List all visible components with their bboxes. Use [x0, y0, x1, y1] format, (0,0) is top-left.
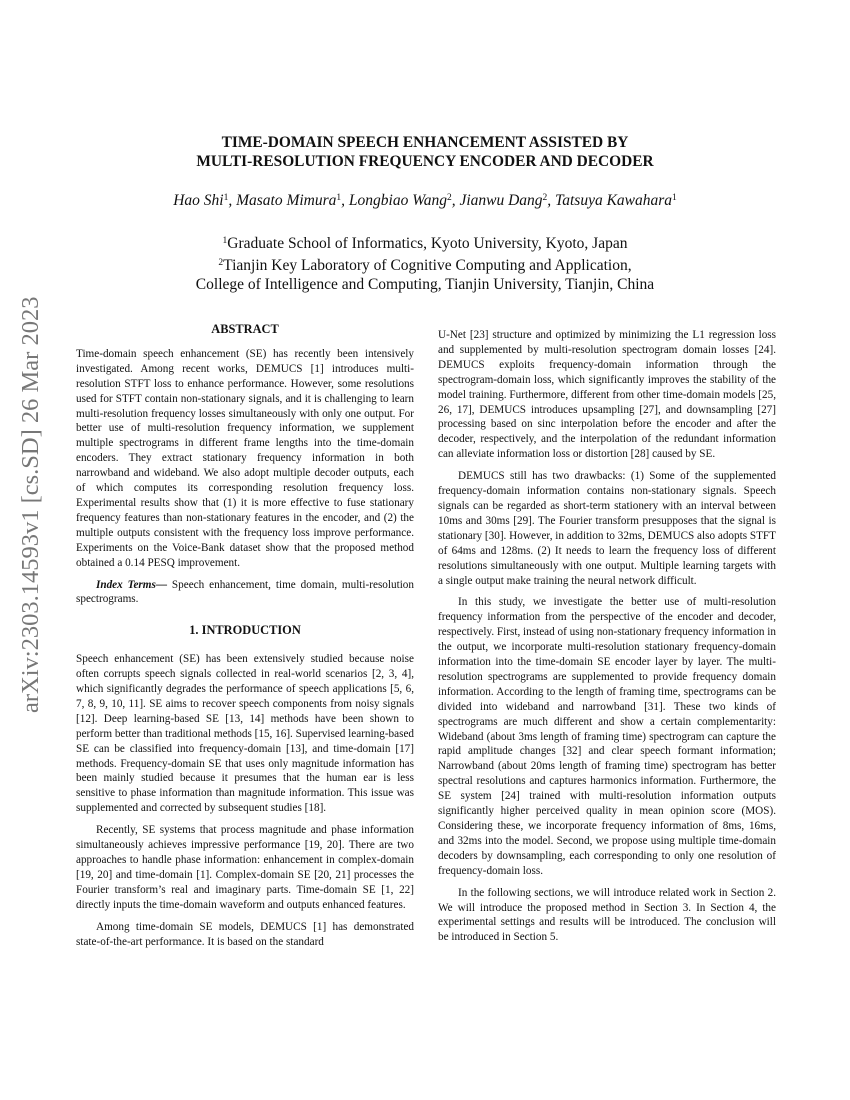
abstract-heading: ABSTRACT — [211, 322, 279, 336]
author-name: Jianwu Dang — [459, 192, 543, 209]
intro-paragraph: Among time-domain SE models, DEMUCS [1] has demonstrated state-of-the-art performance. It is based on the standard — [76, 920, 414, 948]
author-name: Tatsuya Kawahara — [555, 192, 673, 209]
author-name: Masato Mimura — [236, 192, 337, 209]
left-column — [76, 322, 414, 956]
intro-paragraph: U-Net [23] structure and optimized by minimizing the L1 regression loss and supplemented by multi-resolution spectrogram domain losses [24]. DEMUCS exploits frequency-domain information through the spectrogram-domain loss, which significantly improves the stability of the model training. Furthermore, different from other time-domain models [25, 26, 17], DEMUCS introduces upsampling [27], and downsampling [27] processing based on sinc interpolation before the encoder and after the decoder, respectively, and the interpolation of the redundant information can alleviate information loss or distortion [28] caused by SE. — [438, 329, 776, 461]
index-terms — [76, 578, 414, 608]
intro-paragraph: In this study, we investigate the better use of multi-resolution frequency information from the perspective of the encoder and decoder, respectively. First, instead of using non-stationary frequency information in the output, we incorporate multi-resolution stationary frequency-domain information into the time-domain SE encoder layer by layer. The multi-resolution spectrograms are supplemented to provide frequency domain information. According to the length of framing time, spectrograms can be divided into wideband and narrowband [31]. These two kinds of spectrograms are much different and show a certain complementarity: Wideband (about 3ms length of framing time) spectrogram can capture the rapid amplitude changes [32] and clear speech formant information; Narrowband (about 20ms length of framing time) spectrogram has better spectral resolutions and captures harmonics information. Furthermore, the SE system [24] trained with multi-resolution information outputs significantly higher perceived quality in mean opinion score (MOS). Considering these, we incorporate frequency information of 8ms, 16ms, and 32ms into the model. Second, we propose using multiple time-domain decoders by downsampling, each corresponding to only one resolution of frequency-domain loss. — [438, 596, 776, 877]
affil-mark: 2 — [218, 257, 224, 268]
author-affil-mark: 2 — [542, 193, 548, 203]
intro-heading: 1. INTRODUCTION — [189, 623, 301, 638]
abstract-text: Time-domain speech enhancement (SE) has recently been intensively investigated. Among recent works, DEMUCS [1] introduces multi-resolution STFT loss to enhance performance. However, some resolutions used for STFT contain non-stationary signals, and it is challenging to learn multi-resolution frequency losses simultaneously with only one output. For better use of multi-resolution frequency information, we supplement multiple spectrograms in different frame lengths into the time-domain encoders. They extract stationary frequency information in both narrowband and wideband. We also adopt multiple decoder outputs, each of which computes its corresponding resolution frequency loss. Experimental results show that (1) it is more effective to fuse stationary frequency features than non-stationary features in the encoder, and (2) the multiple outputs consistent with the frequency loss improve performance. Experiments on the Voice-Bank dataset show that the proposed method obtained a 0.14 PESQ improvement. — [76, 347, 414, 569]
affiliations — [110, 232, 740, 295]
author-affil-mark: 1 — [223, 193, 229, 203]
intro-paragraph: Speech enhancement (SE) has been extensively studied because noise often corrupts speech signals collected in real-world scenarios [2, 3, 4], which significantly degrades the performance of speech applications [5, 6, 7, 8, 9, 10, 11]. SE aims to recover speech components from noisy signals [12]. Deep learning-based SE [13, 14] methods have been shown to perform better than traditional methods [15, 16]. Supervised learning-based SE can be classified into frequency-domain [13], and time-domain [17] methods. Frequency-domain SE that uses only magnitude information has been mainly studied because it presumes that the human ear is less sensitive to phase information than magnitude information. This issue was supplemented and corrected by subsequent studies [18]. — [76, 653, 415, 815]
author-affil-mark: 2 — [446, 193, 452, 203]
title-line-2: MULTI-RESOLUTION FREQUENCY ENCODER AND DECODER — [196, 153, 654, 170]
author-affil-mark: 1 — [672, 193, 677, 203]
author-affil-mark: 1 — [336, 193, 342, 203]
affiliation-2 — [110, 254, 740, 276]
paper-title — [110, 133, 740, 171]
intro-paragraph: Recently, SE systems that process magnitude and phase information simultaneously achieves impressive performance [19, 20]. There are two approaches to handle phase information: enhancement in complex-domain [19, 20] and time-domain [1]. Complex-domain SE [20, 21] processes the Fourier transform’s real and imaginary parts. Time-domain SE [1, 22] directly inputs the time-domain waveform and outputs enhanced features. — [76, 824, 414, 911]
index-terms-label: Index Terms— — [96, 578, 168, 591]
affiliation-text: Graduate School of Informatics, Kyoto University, Kyoto, Japan — [227, 235, 628, 252]
author-list: Hao Shi$^1$, Masato Mimura$^1$, Longbiao Wang$^2$, Jianwu Dang$^2$, Tatsuya Kawahara$^1$ — [173, 192, 677, 209]
affiliation-text: Tianjin Key Laboratory of Cognitive Computing and Application, — [223, 256, 632, 274]
affil-mark: 1 — [222, 236, 228, 246]
affiliation-1 — [110, 232, 740, 254]
index-terms-text: Speech enhancement, time domain, multi-resolution spectrograms. — [76, 578, 414, 606]
author-name: Hao Shi — [173, 192, 224, 209]
intro-paragraph: DEMUCS still has two drawbacks: (1) Some of the supplemented frequency-domain information contains non-stationary signals. Speech signals can be regarded as short-term stationery with an interval between 10ms and 30ms [29]. The Fourier transform presupposes that the signal is stationary [30]. However, in addition to 32ms, DEMUCS also adopts STFT of 64ms and 128ms. (2) It needs to learn the frequency loss of different resolutions simultaneously with one output. Multiple learning targets with a single output make training the neural network difficult. — [438, 470, 776, 587]
affiliation-3: College of Intelligence and Computing, Tianjin University, Tianjin, China — [195, 276, 655, 293]
author-name: Longbiao Wang — [348, 192, 447, 209]
arxiv-stamp: arXiv:2303.14593v1 [cs.SD] 26 Mar 2023 — [17, 296, 44, 714]
right-column — [438, 328, 776, 952]
title-line-1: TIME-DOMAIN SPEECH ENHANCEMENT ASSISTED BY — [221, 134, 629, 151]
intro-paragraph: In the following sections, we will introduce related work in Section 2. We will introduce the proposed method in Section 3. In Section 4, the experimental settings and results will be introduced. The conclusion will be introduced in Section 5. — [438, 886, 776, 944]
